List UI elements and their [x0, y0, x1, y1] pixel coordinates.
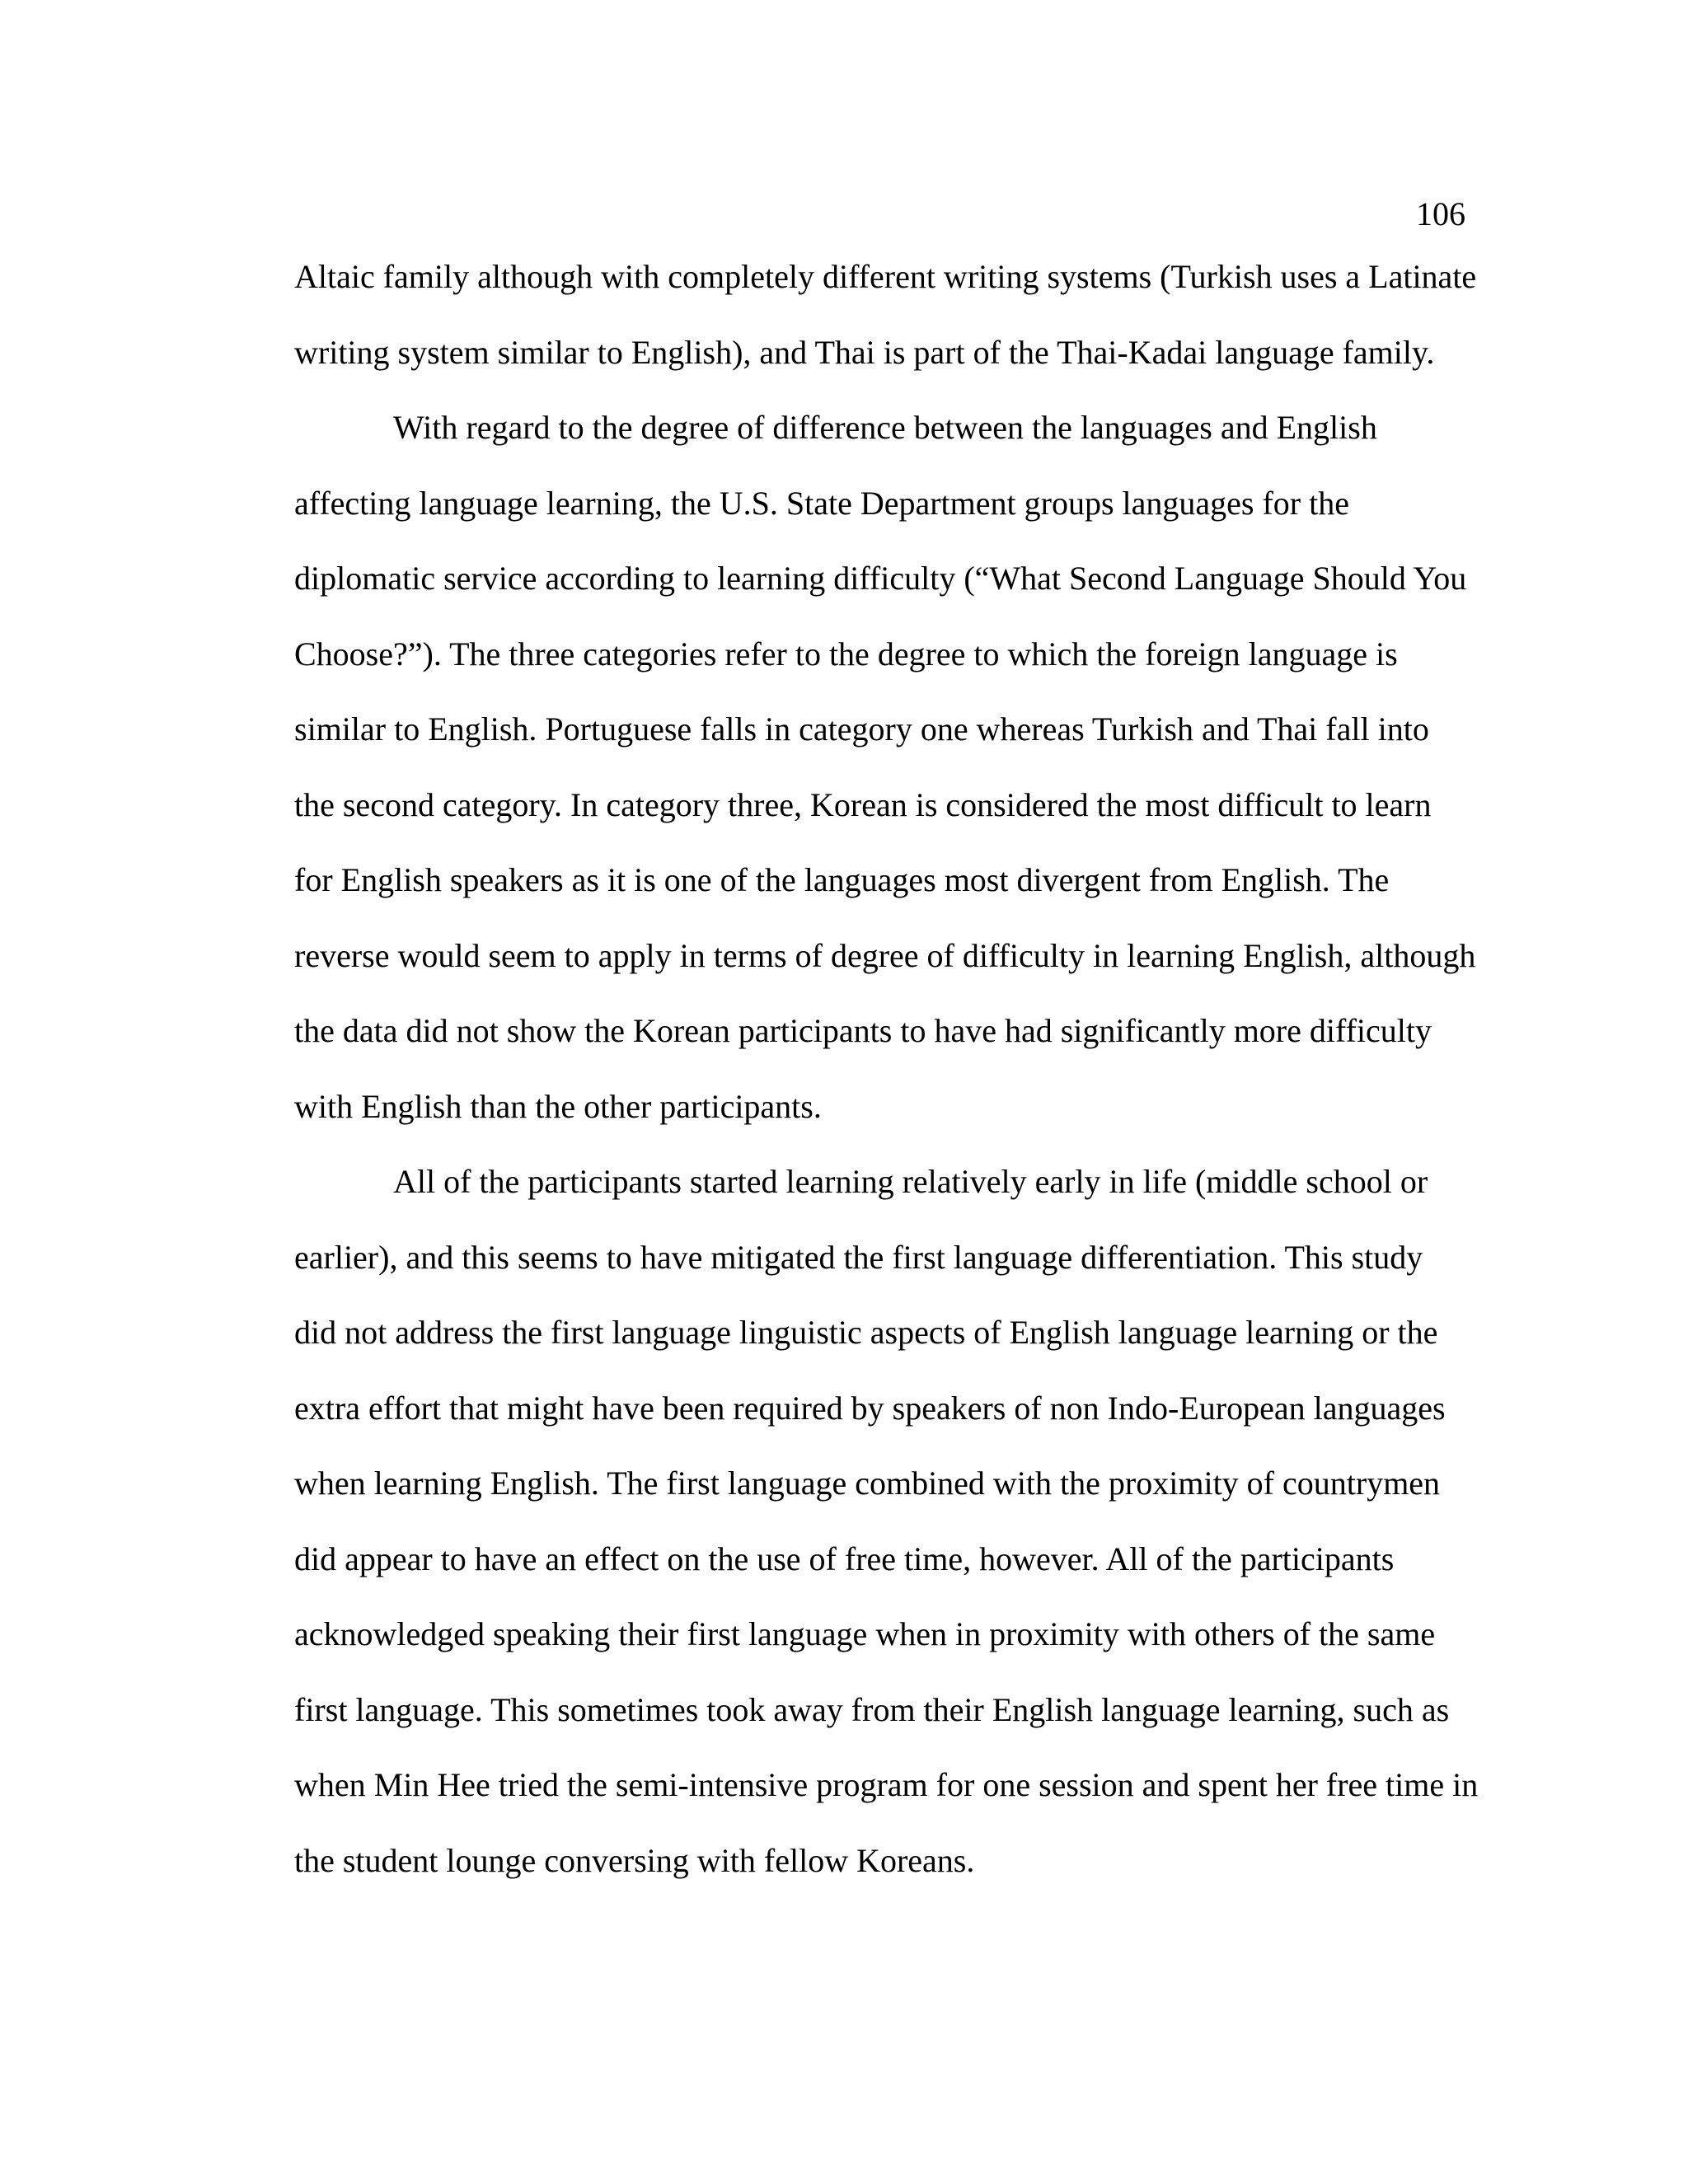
text-line: acknowledged speaking their first language when in proximity with others of the same [294, 1615, 1436, 1652]
text-line: writing system similar to English), and Thai is part of the Thai-Kadai language family. [294, 333, 1435, 371]
text-line: With regard to the degree of difference between the languages and English [393, 409, 1377, 446]
text-line: first language. This sometimes took away from their English language learning, such as [294, 1690, 1450, 1728]
text-line: did not address the first language linguistic aspects of English language learning or the [294, 1314, 1438, 1351]
paragraph-continuation [294, 252, 1477, 403]
text-line: the data did not show the Korean participants to have had significantly more difficulty [294, 1012, 1432, 1049]
text-line: earlier), and this seems to have mitigated the first language differentiation. This study [294, 1238, 1423, 1276]
text-line: Choose?”). The three categories refer to the degree to which the foreign language is [294, 635, 1398, 673]
text-line: for English speakers as it is one of the languages most divergent from English. The [294, 861, 1390, 898]
text-line: extra effort that might have been required by speakers of non Indo-European languages [294, 1389, 1446, 1427]
text-line: with English than the other participants. [294, 1087, 822, 1125]
text-line: the student lounge conversing with fellow Koreans. [294, 1841, 975, 1879]
paragraph-state-department [294, 403, 1476, 1157]
text-line: affecting language learning, the U.S. State Department groups languages for the [294, 484, 1349, 522]
text-line: reverse would seem to apply in terms of degree of difficulty in learning English, although [294, 936, 1476, 974]
text-line: All of the participants started learning relatively early in life (middle school or [393, 1163, 1428, 1200]
text-line: Altaic family although with completely different writing systems (Turkish uses a Latinate [294, 258, 1477, 295]
text-line: diplomatic service according to learning difficulty (“What Second Language Should You [294, 560, 1467, 597]
text-line: when learning English. The first language combined with the proximity of countrymen [294, 1465, 1441, 1502]
paragraph-participants [294, 1157, 1479, 1911]
text-line: did appear to have an effect on the use of free time, however. All of the participants [294, 1540, 1395, 1577]
body-text [294, 252, 1479, 1911]
text-line: the second category. In category three, Korean is considered the most difficult to learn [294, 785, 1432, 823]
text-line: when Min Hee tried the semi-intensive program for one session and spent her free time in [294, 1766, 1479, 1803]
page-number: 106 [1416, 195, 1465, 232]
text-line: similar to English. Portuguese falls in category one whereas Turkish and Thai fall into [294, 710, 1429, 748]
